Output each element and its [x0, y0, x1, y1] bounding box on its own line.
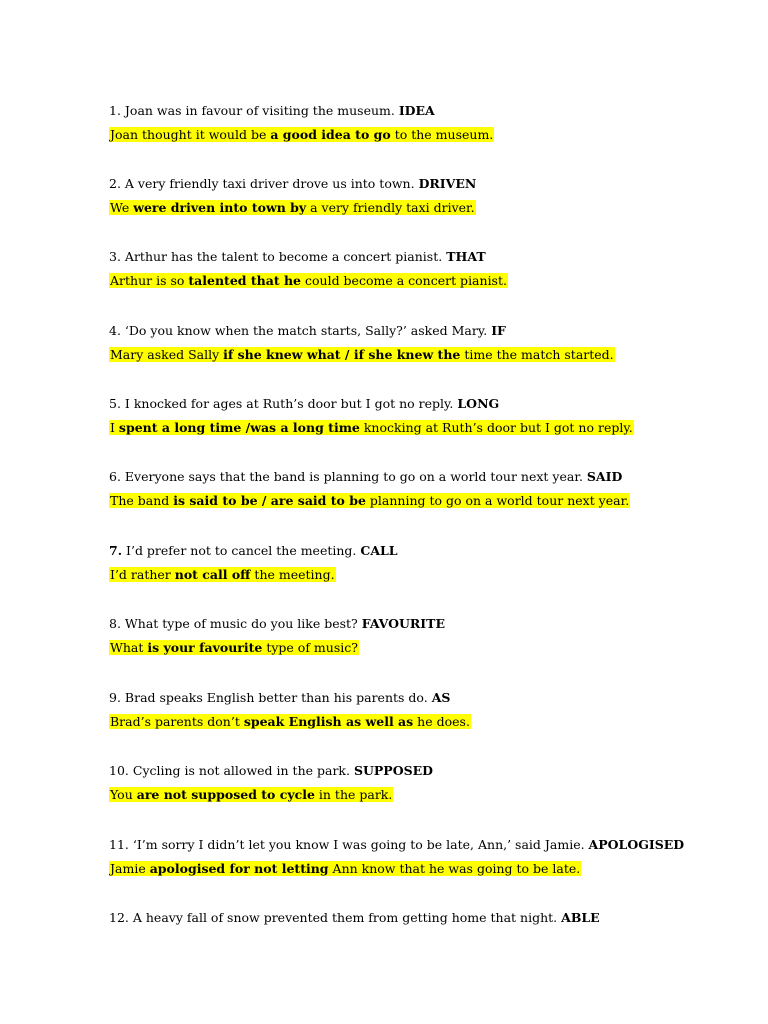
answer-post: he does. [413, 714, 470, 729]
answer-key-phrase: talented that he [188, 273, 302, 288]
question-text: Everyone says that the band is planning to go on a world tour next year. [124, 469, 583, 484]
exercise-item-2 [109, 175, 749, 217]
question-number: 11. [109, 837, 129, 852]
question-line [109, 542, 749, 560]
answer-line [109, 566, 749, 584]
answer-key-phrase: speak English as well as [243, 714, 414, 729]
question-number: 12. [109, 910, 129, 925]
answer-highlight [109, 787, 393, 802]
keyword: ABLE [561, 910, 600, 925]
question-text: A very friendly taxi driver drove us into town. [124, 176, 415, 191]
answer-post: planning to go on a world tour next year. [365, 493, 630, 508]
question-line [109, 468, 749, 486]
question-number: 3. [109, 249, 121, 264]
answer-line [109, 199, 749, 217]
answer-post: the meeting. [250, 567, 335, 582]
question-number: 2. [109, 176, 121, 191]
answer-post: a very friendly taxi driver. [306, 200, 475, 215]
answer-highlight [109, 127, 494, 142]
keyword: CALL [360, 543, 398, 558]
answer-post: in the park. [314, 787, 393, 802]
exercise-item-6 [109, 468, 749, 510]
answer-line [109, 346, 749, 364]
exercise-item-11 [109, 836, 749, 878]
answer-key-phrase: a good idea to go [270, 127, 391, 142]
exercise-item-12 [109, 909, 749, 927]
question-line [109, 395, 749, 413]
answer-pre: Brad’s parents don’t [110, 714, 244, 729]
answer-post: knocking at Ruth’s door but I got no reply. [359, 420, 633, 435]
answer-pre: What [110, 640, 148, 655]
answer-post: type of music? [262, 640, 358, 655]
answer-line [109, 419, 749, 437]
answer-line [109, 639, 749, 657]
answer-pre: Mary asked Sally [110, 347, 224, 362]
answer-key-phrase: were driven into town by [133, 200, 307, 215]
question-text: Cycling is not allowed in the park. [132, 763, 350, 778]
answer-post: Ann know that he was going to be late. [328, 861, 581, 876]
answer-highlight [109, 861, 581, 876]
keyword: APOLOGISED [588, 837, 685, 852]
answer-pre: Jamie [110, 861, 150, 876]
answer-line [109, 492, 749, 510]
keyword: DRIVEN [418, 176, 477, 191]
question-text: I’d prefer not to cancel the meeting. [126, 543, 357, 558]
question-number: 5. [109, 396, 121, 411]
exercise-item-9 [109, 689, 749, 731]
answer-highlight [109, 420, 634, 435]
answer-highlight [109, 567, 336, 582]
keyword: FAVOURITE [361, 616, 445, 631]
exercise-item-10 [109, 762, 749, 804]
exercise-item-4 [109, 322, 749, 364]
exercise-item-8 [109, 615, 749, 657]
keyword: SUPPOSED [353, 763, 433, 778]
question-text: Arthur has the talent to become a concert pianist. [124, 249, 443, 264]
answer-line [109, 786, 749, 804]
answer-pre: I [110, 420, 119, 435]
answer-highlight [109, 200, 476, 215]
exercise-item-7 [109, 542, 749, 584]
answer-highlight [109, 273, 508, 288]
answer-highlight [109, 347, 615, 362]
answer-line [109, 713, 749, 731]
answer-pre: Joan thought it would be [110, 127, 271, 142]
question-text: I knocked for ages at Ruth’s door but I got no reply. [124, 396, 454, 411]
keyword: SAID [586, 469, 623, 484]
exercise-item-1 [109, 102, 749, 144]
answer-pre: We [110, 200, 134, 215]
answer-post: to the museum. [390, 127, 494, 142]
question-text: ‘Do you know when the match starts, Sally?’ asked Mary. [124, 323, 488, 338]
answer-pre: You [110, 787, 137, 802]
question-line [109, 175, 749, 193]
answer-line [109, 860, 749, 878]
question-number: 7. [109, 543, 123, 558]
exercise-item-5 [109, 395, 749, 437]
question-number: 8. [109, 616, 121, 631]
answer-highlight [109, 714, 471, 729]
question-text: What type of music do you like best? [124, 616, 358, 631]
keyword: LONG [457, 396, 500, 411]
keyword: THAT [446, 249, 486, 264]
answer-key-phrase: spent a long time /was a long time [118, 420, 360, 435]
keyword: IF [491, 323, 506, 338]
question-number: 4. [109, 323, 121, 338]
answer-pre: Arthur is so [110, 273, 189, 288]
question-line [109, 762, 749, 780]
question-line [109, 102, 749, 120]
question-number: 9. [109, 690, 121, 705]
answer-line [109, 272, 749, 290]
question-text: Joan was in favour of visiting the museum. [124, 103, 395, 118]
answer-line [109, 126, 749, 144]
answer-key-phrase: is your favourite [147, 640, 263, 655]
answer-key-phrase: is said to be / are said to be [173, 493, 366, 508]
question-text: Brad speaks English better than his parents do. [124, 690, 428, 705]
answer-key-phrase: not call off [174, 567, 251, 582]
question-number: 1. [109, 103, 121, 118]
answer-key-phrase: if she knew what / if she knew the [223, 347, 461, 362]
question-number: 10. [109, 763, 129, 778]
question-text: ‘I’m sorry I didn’t let you know I was going to be late, Ann,’ said Jamie. [132, 837, 585, 852]
exercise-item-3 [109, 248, 749, 290]
question-line [109, 322, 749, 340]
answer-pre: The band [110, 493, 174, 508]
answer-pre: I’d rather [110, 567, 175, 582]
answer-key-phrase: apologised for not letting [149, 861, 329, 876]
keyword: IDEA [398, 103, 435, 118]
question-line [109, 909, 749, 927]
answer-post: time the match started. [460, 347, 614, 362]
answer-highlight [109, 493, 630, 508]
question-line [109, 615, 749, 633]
question-line [109, 836, 749, 854]
answer-key-phrase: are not supposed to cycle [136, 787, 315, 802]
answer-highlight [109, 640, 359, 655]
question-line [109, 689, 749, 707]
question-number: 6. [109, 469, 121, 484]
question-text: A heavy fall of snow prevented them from getting home that night. [132, 910, 558, 925]
answer-post: could become a concert pianist. [301, 273, 507, 288]
question-line [109, 248, 749, 266]
keyword: AS [431, 690, 451, 705]
